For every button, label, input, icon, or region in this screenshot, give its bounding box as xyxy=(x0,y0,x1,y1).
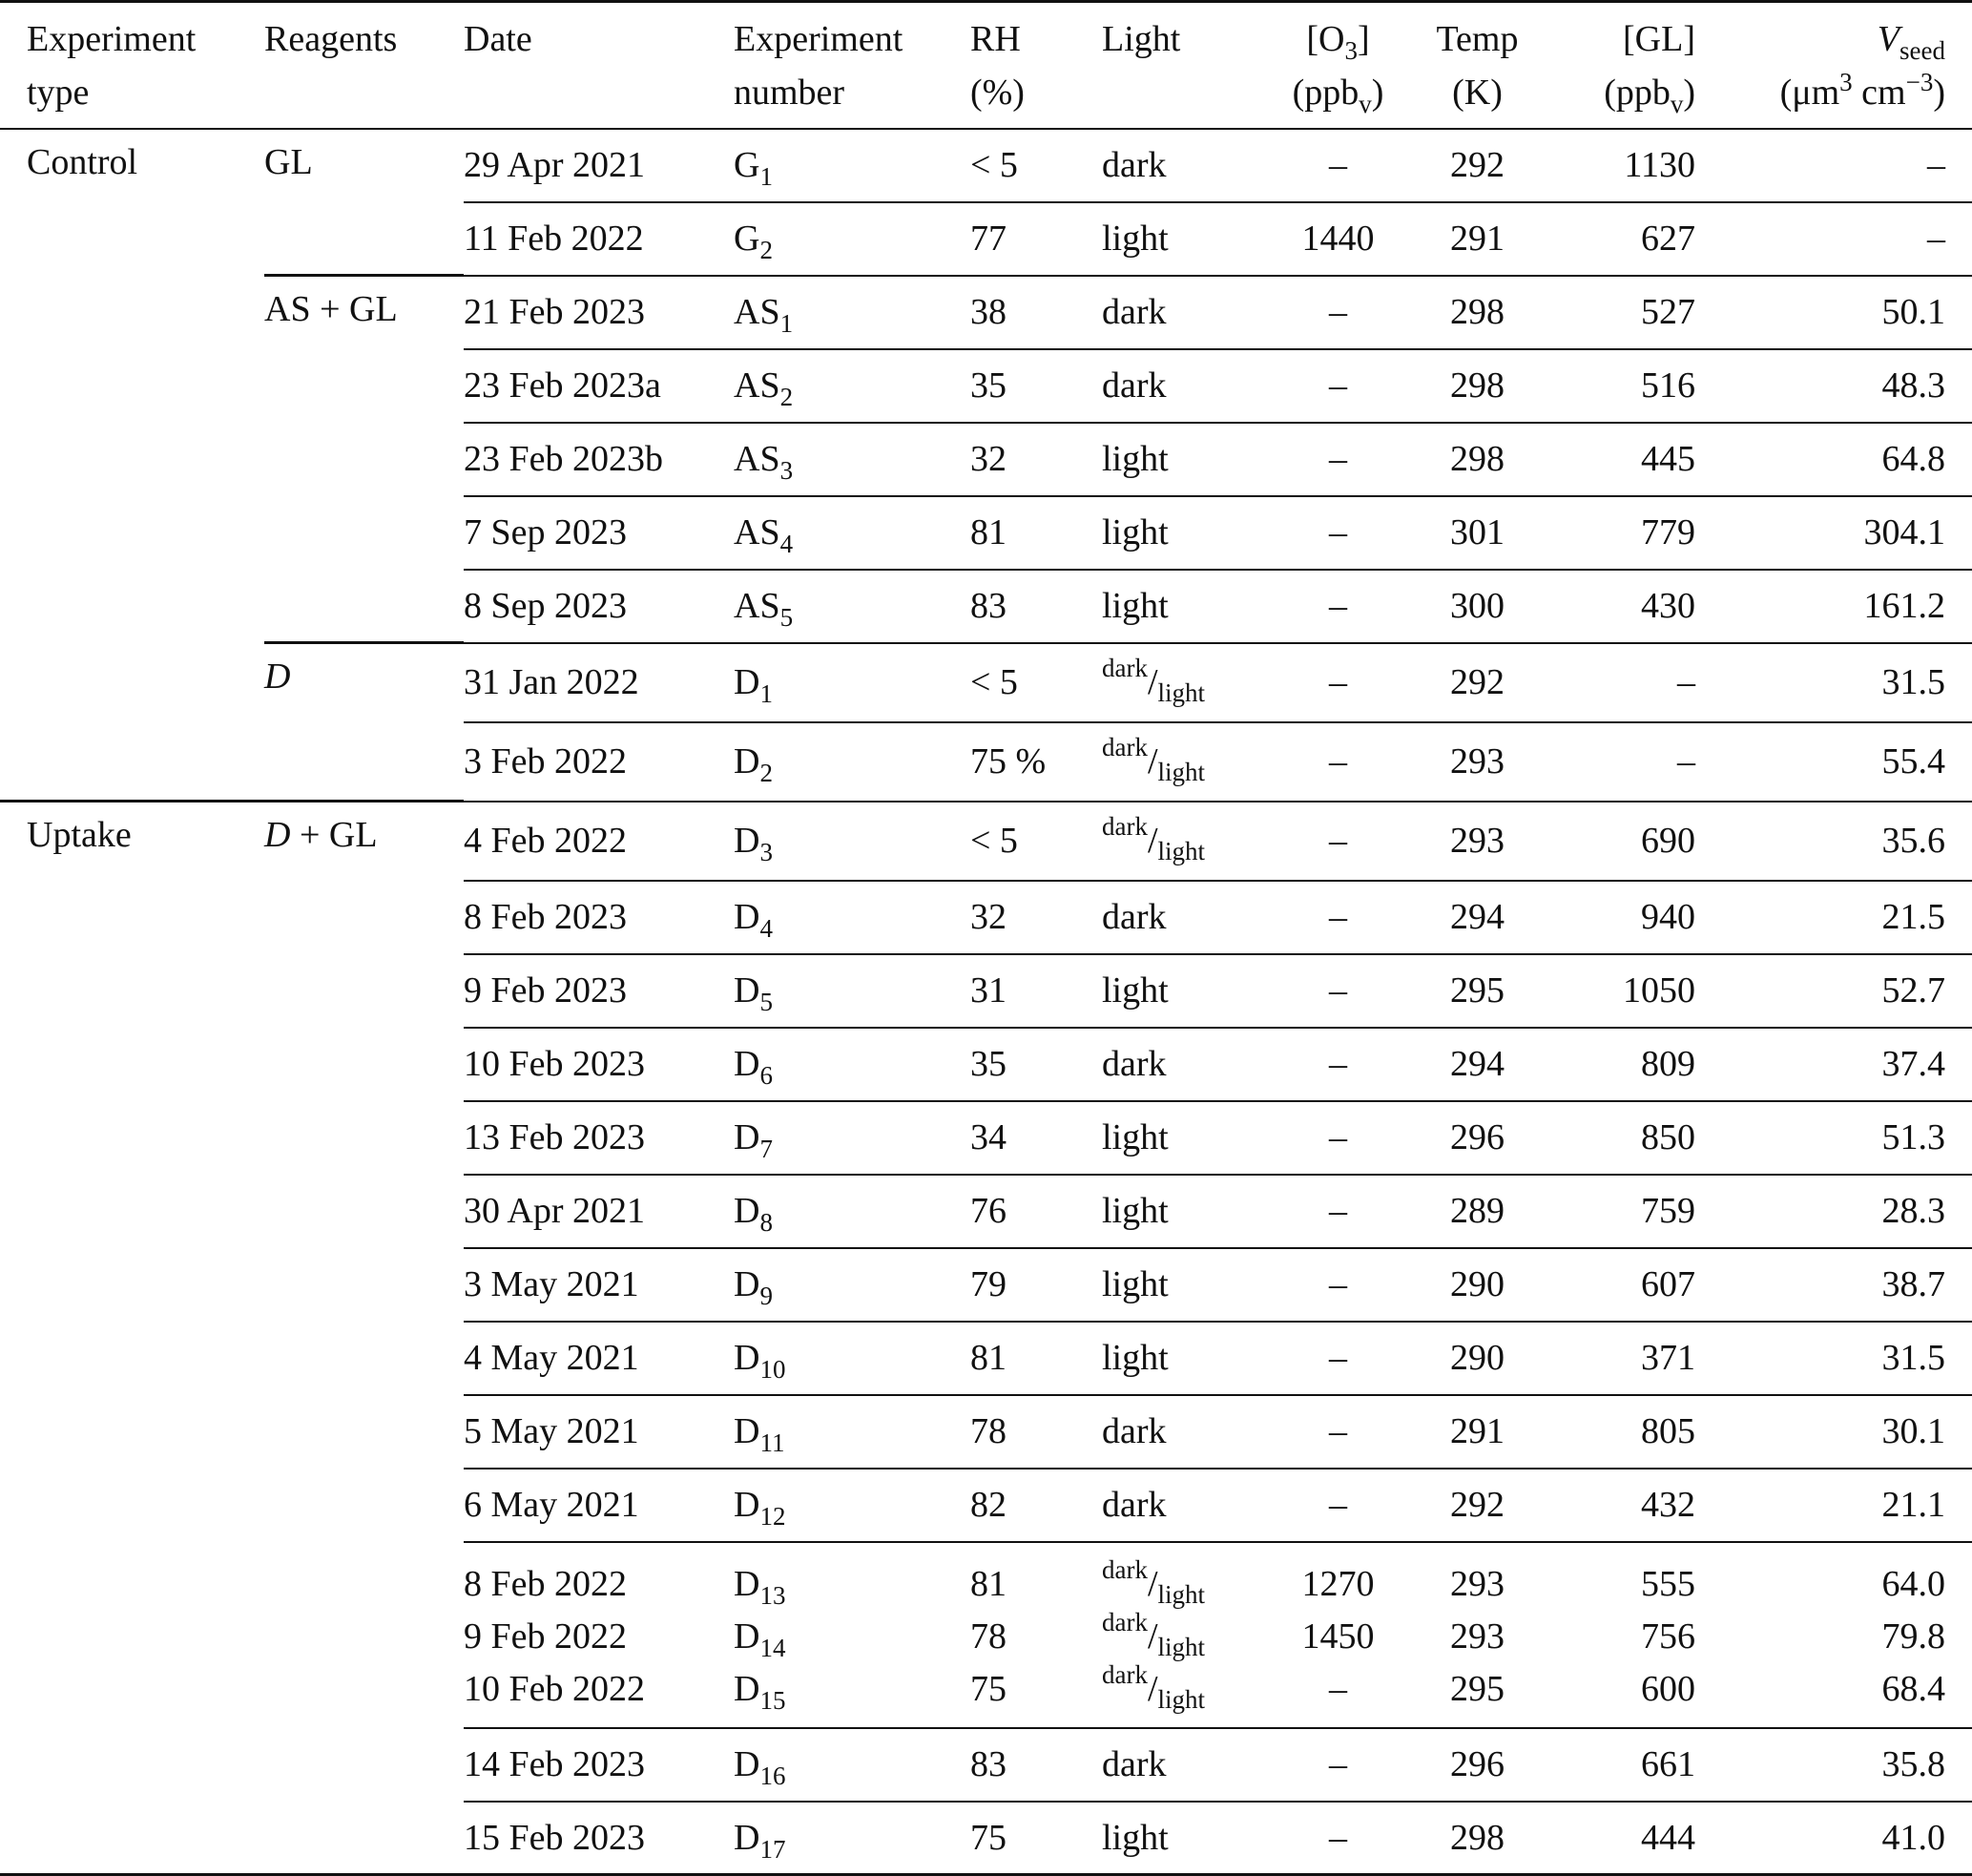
stacked-line: 293 xyxy=(1450,1615,1505,1657)
light-cell: dark xyxy=(1102,1395,1269,1469)
o3-cell: – xyxy=(1269,1802,1407,1875)
experiment-number-cell xyxy=(734,1101,970,1175)
stacked-line: 79.8 xyxy=(1881,1615,1945,1657)
rh-cell: 32 xyxy=(970,423,1102,496)
experiment-number-index: 2 xyxy=(759,759,773,787)
light-cell: dark xyxy=(1102,881,1269,954)
light-cell: dark xyxy=(1102,276,1269,349)
light-split-bottom: light xyxy=(1157,678,1206,707)
experiment-number-cell xyxy=(734,1028,970,1101)
o3-cell: – xyxy=(1269,1322,1407,1395)
light-cell: light xyxy=(1102,1322,1269,1395)
header-temp: Temp (K) xyxy=(1436,19,1519,113)
experiment-number-letter: D xyxy=(734,1338,760,1378)
vseed-cell: 28.3 xyxy=(1695,1175,1972,1248)
experiment-number-index: 15 xyxy=(759,1685,786,1715)
experiment-number-cell xyxy=(734,129,970,202)
light-dark-light xyxy=(1102,812,1206,865)
experiment-number-letter: D xyxy=(734,1117,760,1157)
experiment-number-cell xyxy=(734,722,970,802)
experiment-number-index: 2 xyxy=(779,383,794,411)
experiment-number-index: 9 xyxy=(759,1282,773,1310)
gl-cell xyxy=(1547,1542,1695,1728)
temp-cell: 294 xyxy=(1407,881,1547,954)
stacked-line: 64.0 xyxy=(1881,1563,1945,1604)
experiment-number-cell xyxy=(734,1322,970,1395)
gl-cell: 527 xyxy=(1547,276,1695,349)
o3-cell: – xyxy=(1269,1028,1407,1101)
experiment-number-index: 8 xyxy=(759,1208,773,1237)
stacked-line xyxy=(734,1663,970,1716)
experiment-number-cell xyxy=(734,349,970,423)
experiment-number-cell xyxy=(734,423,970,496)
stacked-line xyxy=(734,1611,970,1663)
gl-cell: 445 xyxy=(1547,423,1695,496)
o3-cell: – xyxy=(1329,145,1347,185)
stacked-line: 1450 xyxy=(1301,1615,1375,1657)
temp-cell: 289 xyxy=(1407,1175,1547,1248)
light-split-top: dark xyxy=(1102,733,1148,761)
rh-cell: 38 xyxy=(970,276,1102,349)
light-split-bottom: light xyxy=(1157,837,1206,865)
stacked-line xyxy=(1102,1554,1269,1611)
experiment-number-cell xyxy=(734,496,970,570)
date-cell: 10 Feb 2023 xyxy=(464,1028,734,1101)
date-cell: 21 Feb 2023 xyxy=(464,276,734,349)
light-split-top: dark xyxy=(1102,1659,1148,1689)
light-split-slash: / xyxy=(1147,821,1158,861)
light-dark-light xyxy=(1102,1607,1206,1661)
experiment-number-letter: D xyxy=(734,897,760,937)
gl-cell: – xyxy=(1547,643,1695,722)
date-cell: 8 Feb 2023 xyxy=(464,881,734,954)
gl-cell: 779 xyxy=(1547,496,1695,570)
temp-cell: 298 xyxy=(1407,349,1547,423)
light-cell: light xyxy=(1102,1101,1269,1175)
experiment-number-index: 1 xyxy=(759,679,773,708)
temp-cell: 292 xyxy=(1407,643,1547,722)
header-light: Light xyxy=(1102,19,1181,59)
experiment-type-control: Control xyxy=(0,129,264,802)
vseed-cell xyxy=(1695,1542,1972,1728)
temp-cell: 298 xyxy=(1407,1802,1547,1875)
vseed-cell: 50.1 xyxy=(1695,276,1972,349)
header-rh: RH (%) xyxy=(970,19,1025,113)
temp-cell: 296 xyxy=(1407,1101,1547,1175)
o3-cell: 1440 xyxy=(1269,202,1407,276)
stacked-line xyxy=(734,1558,970,1611)
light-split-slash: / xyxy=(1147,1563,1158,1604)
stacked-line: 68.4 xyxy=(1881,1668,1945,1709)
gl-cell: 940 xyxy=(1547,881,1695,954)
experiment-number-cell xyxy=(734,643,970,722)
stacked-line: 555 xyxy=(1641,1563,1695,1604)
vseed-cell: 30.1 xyxy=(1695,1395,1972,1469)
stacked-line: 81 xyxy=(970,1563,1007,1604)
o3-cell: – xyxy=(1269,349,1407,423)
experiment-type-uptake: Uptake xyxy=(0,802,264,1875)
light-dark-light xyxy=(1102,1659,1206,1714)
experiment-number-letter: AS xyxy=(734,586,780,626)
gl-cell: 690 xyxy=(1547,802,1695,881)
vseed-cell: – xyxy=(1927,145,1945,185)
experiment-number-letter: D xyxy=(734,821,760,861)
experiment-number-index: 1 xyxy=(779,309,794,338)
light-split-bottom: light xyxy=(1157,1632,1206,1661)
light-cell: light xyxy=(1102,570,1269,643)
rh-cell: 81 xyxy=(970,1322,1102,1395)
o3-cell: – xyxy=(1269,881,1407,954)
date-cell: 7 Sep 2023 xyxy=(464,496,734,570)
experiment-number-index: 5 xyxy=(759,988,773,1016)
header-date: Date xyxy=(464,19,532,59)
rh-cell: 32 xyxy=(970,881,1102,954)
stacked-line: 293 xyxy=(1450,1563,1505,1604)
o3-cell: – xyxy=(1269,1395,1407,1469)
experiment-number-letter: G xyxy=(734,219,760,259)
header-o3: $[O_3]$ (ppb$_v$) xyxy=(1292,19,1384,118)
date-cell: 14 Feb 2023 xyxy=(464,1728,734,1802)
date-cell: 13 Feb 2023 xyxy=(464,1101,734,1175)
light-cell: light xyxy=(1102,423,1269,496)
light-cell xyxy=(1102,643,1269,722)
rh-cell: 31 xyxy=(970,954,1102,1028)
date-cell: 4 Feb 2022 xyxy=(464,802,734,881)
light-cell: light xyxy=(1102,202,1269,276)
experiment-number-letter: G xyxy=(734,145,760,185)
date-cell: 8 Sep 2023 xyxy=(464,570,734,643)
light-split-top: dark xyxy=(1102,654,1148,682)
rh-cell: 35 xyxy=(970,1028,1102,1101)
light-cell xyxy=(1102,802,1269,881)
rh-cell: 83 xyxy=(970,570,1102,643)
date-cell: 23 Feb 2023b xyxy=(464,423,734,496)
light-dark-light xyxy=(1102,733,1206,786)
rh-cell: 78 xyxy=(970,1395,1102,1469)
o3-cell: – xyxy=(1269,722,1407,802)
experiment-number-letter: D xyxy=(734,662,760,702)
experiment-number-index: 11 xyxy=(759,1428,785,1457)
o3-cell: – xyxy=(1269,496,1407,570)
header-vseed: $V_{seed}$ ($\mu m^3$ $cm^{-3}$) xyxy=(1779,19,1945,113)
table-row xyxy=(0,129,1972,202)
vseed-cell: 35.8 xyxy=(1695,1728,1972,1802)
vseed-cell: 21.5 xyxy=(1695,881,1972,954)
light-split-slash: / xyxy=(1147,662,1158,702)
experiment-number-letter: D xyxy=(734,1411,760,1451)
rh-cell: 79 xyxy=(970,1248,1102,1322)
experiment-number-cell xyxy=(734,1248,970,1322)
vseed-cell: 51.3 xyxy=(1695,1101,1972,1175)
experiment-number-index: 5 xyxy=(779,603,794,632)
light-split-bottom: light xyxy=(1157,1684,1206,1714)
rh-cell: 76 xyxy=(970,1175,1102,1248)
vseed-cell: 41.0 xyxy=(1695,1802,1972,1875)
o3-cell xyxy=(1269,1542,1407,1728)
gl-cell: 661 xyxy=(1547,1728,1695,1802)
light-split-slash: / xyxy=(1147,1668,1158,1709)
experiment-number-letter: D xyxy=(734,1817,760,1858)
date-cell: 9 Feb 2023 xyxy=(464,954,734,1028)
rh-cell: < 5 xyxy=(970,802,1102,881)
header-experiment-type: Experiment type xyxy=(27,19,197,113)
reagents-cell: AS + GL xyxy=(264,276,464,643)
experiment-number-index: 16 xyxy=(759,1761,786,1790)
light-split-top: dark xyxy=(1102,1554,1148,1584)
experiment-number-letter: D xyxy=(734,741,760,782)
o3-cell: – xyxy=(1269,276,1407,349)
vseed-cell: 304.1 xyxy=(1695,496,1972,570)
experiment-number-cell xyxy=(734,202,970,276)
gl-cell: 371 xyxy=(1547,1322,1695,1395)
experiment-number-index: 1 xyxy=(759,162,773,191)
light-cell: light xyxy=(1102,1802,1269,1875)
stacked-line: 600 xyxy=(1641,1668,1695,1709)
temp-cell: 291 xyxy=(1407,202,1547,276)
light-split-top: dark xyxy=(1102,812,1148,841)
experiment-number-letter: D xyxy=(734,1191,760,1231)
stacked-line: 295 xyxy=(1450,1668,1505,1709)
temp-cell: 296 xyxy=(1407,1728,1547,1802)
vseed-cell: 64.8 xyxy=(1695,423,1972,496)
experiment-number-letter: D xyxy=(734,1044,760,1084)
vseed-cell: 55.4 xyxy=(1695,722,1972,802)
stacked-line: 8 Feb 2022 xyxy=(464,1563,627,1604)
date-cell: 4 May 2021 xyxy=(464,1322,734,1395)
vseed-cell: 38.7 xyxy=(1695,1248,1972,1322)
experiment-number-letter: D xyxy=(734,1264,760,1304)
gl-cell: – xyxy=(1547,722,1695,802)
gl-cell: 444 xyxy=(1547,1802,1695,1875)
gl-cell: 809 xyxy=(1547,1028,1695,1101)
vseed-cell: – xyxy=(1695,202,1972,276)
rh-cell: 77 xyxy=(970,202,1102,276)
reagents-cell: D xyxy=(264,643,464,802)
light-cell xyxy=(1102,1542,1269,1728)
experiment-number-cell xyxy=(734,1395,970,1469)
experiment-number-letter: D xyxy=(734,970,760,1011)
rh-cell: 82 xyxy=(970,1469,1102,1542)
temp-cell: 298 xyxy=(1407,276,1547,349)
experiment-number-cell xyxy=(734,1175,970,1248)
experiment-number-cell xyxy=(734,1802,970,1875)
experiment-number-index: 6 xyxy=(759,1061,773,1090)
reagents-cell xyxy=(264,802,464,1875)
light-cell: light xyxy=(1102,1175,1269,1248)
light-split-bottom: light xyxy=(1157,1579,1206,1609)
experiment-number-letter: AS xyxy=(734,292,780,332)
rh-cell: 81 xyxy=(970,496,1102,570)
experiment-number-letter: D xyxy=(734,1563,760,1604)
o3-cell: – xyxy=(1269,570,1407,643)
experiment-number-letter: D xyxy=(734,1668,760,1709)
table-row xyxy=(0,802,1972,881)
date-cell: 5 May 2021 xyxy=(464,1395,734,1469)
reagent-plus-gl: + GL xyxy=(290,815,378,855)
experiment-number-cell xyxy=(734,881,970,954)
light-cell: dark xyxy=(1102,349,1269,423)
stacked-line xyxy=(1102,1659,1269,1716)
experiment-number-index: 7 xyxy=(759,1135,773,1163)
experiment-number-cell xyxy=(734,570,970,643)
experiment-number-index: 2 xyxy=(759,236,773,264)
temp-cell: 290 xyxy=(1407,1322,1547,1395)
temp-cell: 293 xyxy=(1407,802,1547,881)
stacked-line xyxy=(1102,1607,1269,1663)
date-cell: 29 Apr 2021 xyxy=(464,145,645,185)
light-split-bottom: light xyxy=(1157,758,1206,786)
gl-cell: 516 xyxy=(1547,349,1695,423)
temp-cell: 290 xyxy=(1407,1248,1547,1322)
vseed-cell: 37.4 xyxy=(1695,1028,1972,1101)
date-cell: 15 Feb 2023 xyxy=(464,1802,734,1875)
table-row xyxy=(0,276,1972,349)
experiment-number-index: 14 xyxy=(759,1633,786,1662)
date-cell: 3 May 2021 xyxy=(464,1248,734,1322)
date-cell: 11 Feb 2022 xyxy=(464,202,734,276)
temp-cell: 293 xyxy=(1407,722,1547,802)
date-cell: 30 Apr 2021 xyxy=(464,1175,734,1248)
experiment-number-letter: D xyxy=(734,1744,760,1784)
gl-cell: 627 xyxy=(1547,202,1695,276)
gl-cell: 805 xyxy=(1547,1395,1695,1469)
light-cell: light xyxy=(1102,1248,1269,1322)
rh-cell: 83 xyxy=(970,1728,1102,1802)
o3-cell: – xyxy=(1269,643,1407,722)
o3-cell: – xyxy=(1269,1728,1407,1802)
experiment-number-cell xyxy=(734,1542,970,1728)
temp-cell xyxy=(1407,1542,1547,1728)
vseed-cell: 161.2 xyxy=(1695,570,1972,643)
vseed-cell: 35.6 xyxy=(1695,802,1972,881)
date-cell: 3 Feb 2022 xyxy=(464,722,734,802)
light-cell: dark xyxy=(1102,1469,1269,1542)
experiment-number-cell xyxy=(734,1728,970,1802)
reagent-d: D xyxy=(264,815,291,855)
header-gl: [GL] (ppb$_v$) xyxy=(1604,19,1695,118)
experiment-number-index: 3 xyxy=(759,838,773,866)
table-header xyxy=(0,2,1972,129)
table-row xyxy=(0,643,1972,722)
stacked-line: 9 Feb 2022 xyxy=(464,1615,627,1657)
temp-cell: 294 xyxy=(1407,1028,1547,1101)
experiment-number-letter: AS xyxy=(734,512,780,552)
experiment-number-index: 17 xyxy=(759,1834,786,1864)
temp-cell: 295 xyxy=(1407,954,1547,1028)
light-cell: dark xyxy=(1102,145,1167,185)
light-split-slash: / xyxy=(1147,1615,1158,1657)
stacked-line: 78 xyxy=(970,1615,1007,1657)
rh-cell: 75 xyxy=(970,1802,1102,1875)
temp-cell: 301 xyxy=(1407,496,1547,570)
light-split-top: dark xyxy=(1102,1607,1148,1636)
light-cell xyxy=(1102,722,1269,802)
table-body xyxy=(0,129,1972,1875)
experiment-number-letter: AS xyxy=(734,439,780,479)
stacked-line: 756 xyxy=(1641,1615,1695,1657)
light-cell: light xyxy=(1102,954,1269,1028)
date-cell xyxy=(464,1542,734,1728)
o3-cell: – xyxy=(1269,423,1407,496)
vseed-cell: 31.5 xyxy=(1695,643,1972,722)
vseed-cell: 48.3 xyxy=(1695,349,1972,423)
temp-cell: 300 xyxy=(1407,570,1547,643)
temp-cell: 291 xyxy=(1407,1395,1547,1469)
stacked-line: – xyxy=(1329,1668,1347,1709)
experiment-number-index: 10 xyxy=(759,1355,786,1384)
experiment-number-index: 4 xyxy=(759,914,773,943)
date-cell: 6 May 2021 xyxy=(464,1469,734,1542)
o3-cell: – xyxy=(1269,1469,1407,1542)
o3-cell: – xyxy=(1269,1175,1407,1248)
experiment-number-cell xyxy=(734,954,970,1028)
vseed-cell: 21.1 xyxy=(1695,1469,1972,1542)
experiment-number-index: 13 xyxy=(759,1580,786,1610)
experiment-number-index: 12 xyxy=(759,1502,786,1531)
gl-cell: 607 xyxy=(1547,1248,1695,1322)
experiment-number-letter: D xyxy=(734,1615,760,1657)
experiment-number-cell xyxy=(734,276,970,349)
o3-cell: – xyxy=(1269,954,1407,1028)
experiment-number-cell xyxy=(734,1469,970,1542)
o3-cell: – xyxy=(1269,1101,1407,1175)
temp-cell: 292 xyxy=(1450,145,1505,185)
vseed-cell: 52.7 xyxy=(1695,954,1972,1028)
stacked-line: 1270 xyxy=(1301,1563,1375,1604)
light-cell: dark xyxy=(1102,1028,1269,1101)
rh-cell xyxy=(970,1542,1102,1728)
gl-cell: 1130 xyxy=(1624,145,1695,185)
rh-cell: 35 xyxy=(970,349,1102,423)
light-cell: light xyxy=(1102,496,1269,570)
experiment-number-index: 4 xyxy=(779,530,794,558)
gl-cell: 850 xyxy=(1547,1101,1695,1175)
light-dark-light xyxy=(1102,654,1206,707)
rh-cell: 75 % xyxy=(970,722,1102,802)
temp-cell: 292 xyxy=(1407,1469,1547,1542)
experiment-number-letter: D xyxy=(734,1485,760,1525)
experiment-number-cell xyxy=(734,802,970,881)
temp-cell: 298 xyxy=(1407,423,1547,496)
light-dark-light xyxy=(1102,1554,1206,1609)
rh-cell: < 5 xyxy=(970,643,1102,722)
stacked-line: 10 Feb 2022 xyxy=(464,1668,645,1709)
gl-cell: 430 xyxy=(1547,570,1695,643)
gl-cell: 759 xyxy=(1547,1175,1695,1248)
rh-cell: 34 xyxy=(970,1101,1102,1175)
gl-cell: 1050 xyxy=(1547,954,1695,1028)
light-split-slash: / xyxy=(1147,741,1158,782)
experiment-number-index: 3 xyxy=(779,456,794,485)
header-experiment-number: Experiment number xyxy=(734,19,903,113)
stacked-line: 75 xyxy=(970,1668,1007,1709)
reagents-cell: GL xyxy=(264,129,464,276)
date-cell: 23 Feb 2023a xyxy=(464,349,734,423)
header-reagents: Reagents xyxy=(264,19,398,59)
o3-cell: – xyxy=(1269,802,1407,881)
light-cell: dark xyxy=(1102,1728,1269,1802)
gl-cell: 432 xyxy=(1547,1469,1695,1542)
experiment-number-letter: AS xyxy=(734,365,780,406)
o3-cell: – xyxy=(1269,1248,1407,1322)
vseed-cell: 31.5 xyxy=(1695,1322,1972,1395)
rh-cell: < 5 xyxy=(970,145,1018,185)
date-cell: 31 Jan 2022 xyxy=(464,643,734,722)
